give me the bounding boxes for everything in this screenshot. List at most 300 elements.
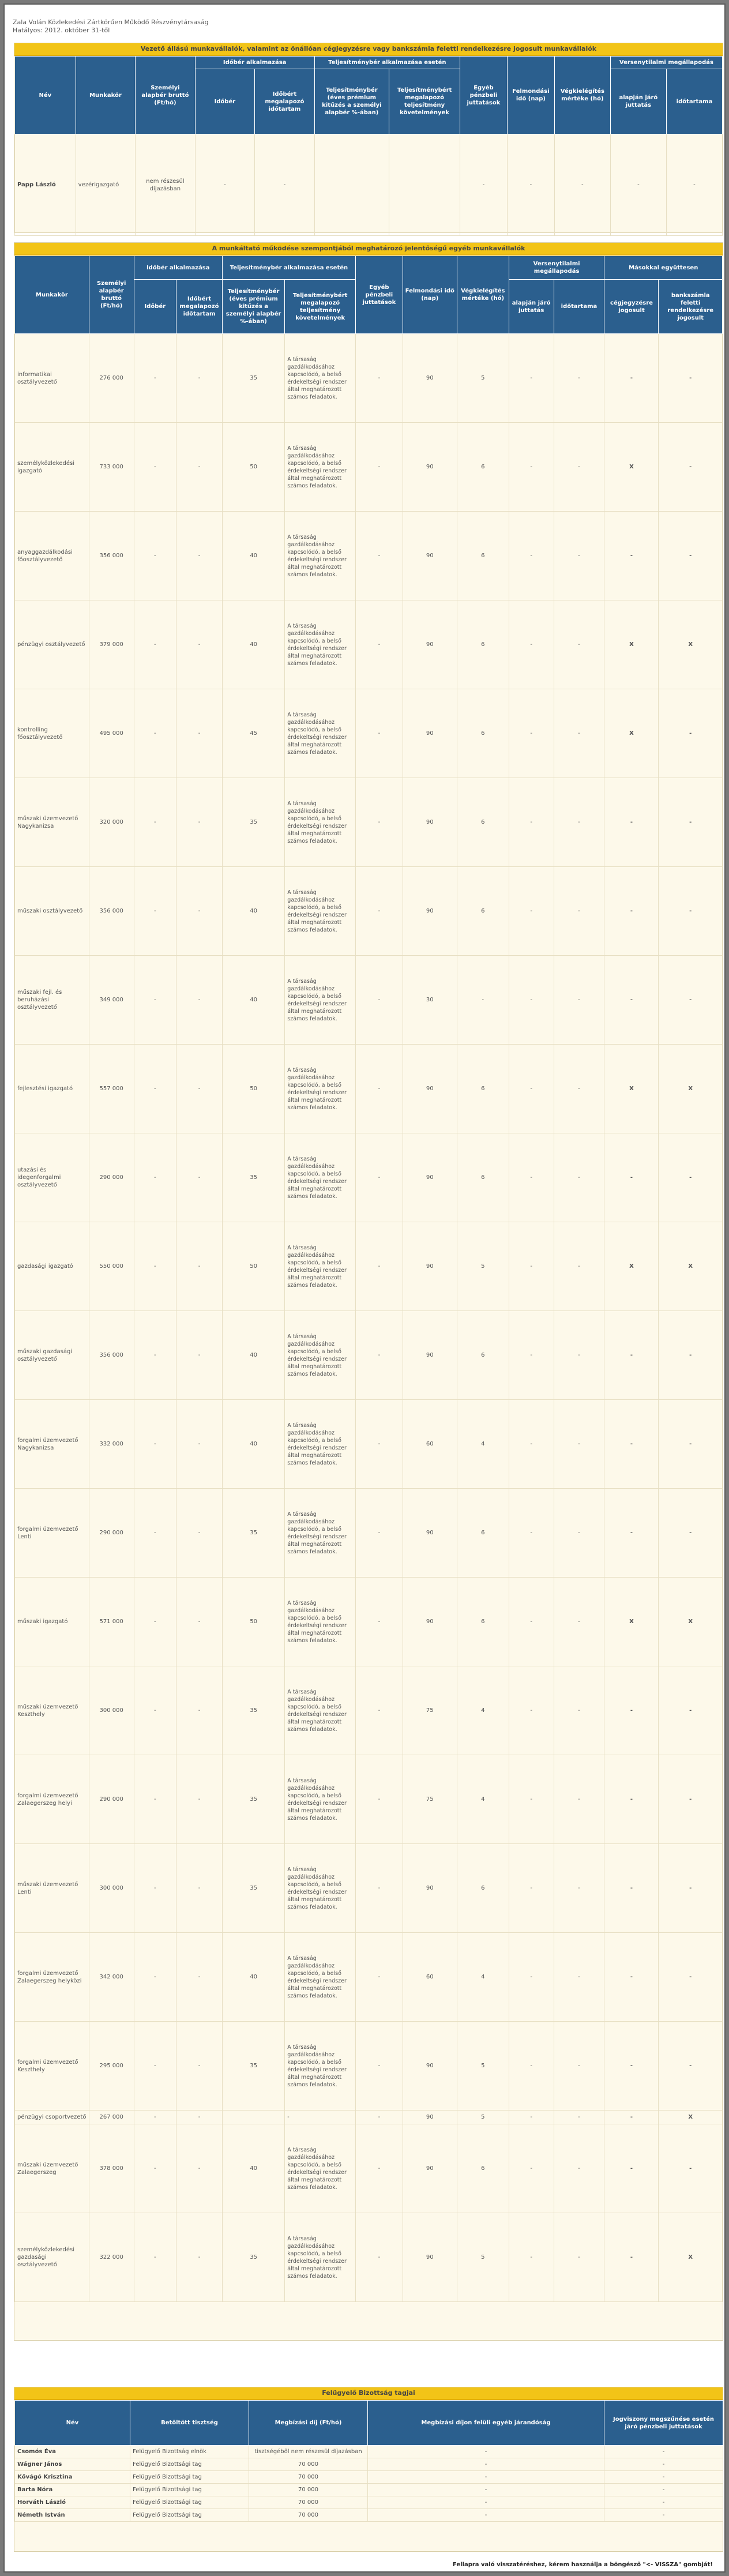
cell-alapber: 356 000 xyxy=(89,867,134,956)
section-executives-title: Vezető állású munkavállalók, valamint az önállóan cégjegyzésre vagy bankszámla feletti rendelkezésre jogosult munkavállalók xyxy=(14,43,723,56)
cell-cegjegyzesre: - xyxy=(604,956,659,1045)
cell-munkakor: informatikai osztályvezető xyxy=(15,334,89,423)
cell-alapber: 356 000 xyxy=(89,1311,134,1400)
cell-alapber: 290 000 xyxy=(89,1489,134,1578)
cell-telj-kov: A társaság gazdálkodásához kapcsolódó, a belső érdekeltségi rendszer által meghatározott számos feladatok. xyxy=(285,1133,356,1222)
cell-munkakor: személyközlekedési gazdasági osztályvezető xyxy=(15,2213,89,2302)
cell-idober-idotartam: - xyxy=(176,2022,223,2111)
cell-telj-kov: A társaság gazdálkodásához kapcsolódó, a belső érdekeltségi rendszer által meghatározott számos feladatok. xyxy=(285,1933,356,2022)
cell-idotartama: - xyxy=(554,2022,604,2111)
cell-megbizasi-dij: 70 000 xyxy=(249,2458,368,2471)
cell-idotartama: - xyxy=(554,956,604,1045)
cell-telj-kov: A társaság gazdálkodásához kapcsolódó, a belső érdekeltségi rendszer által meghatározott számos feladatok. xyxy=(285,2124,356,2213)
cell-felmondasi: 90 xyxy=(403,512,457,600)
cell-telj-pct: 40 xyxy=(222,512,284,600)
cell-bankszamla: - xyxy=(659,1933,723,2022)
footer-text-after: gombját! xyxy=(681,2562,713,2568)
cell-bankszamla: - xyxy=(659,1844,723,1933)
cell-idober-idotartam: - xyxy=(176,1045,223,1133)
col-munkakor: Munkakör xyxy=(15,256,89,334)
table-row xyxy=(15,2213,723,2302)
table-row xyxy=(15,1133,723,1222)
cell-alapjan: - xyxy=(509,2111,554,2124)
cell-egyeb: - xyxy=(368,2446,604,2458)
cell-idober: - xyxy=(134,1133,176,1222)
cell-jogviszony: - xyxy=(604,2458,723,2471)
section-key-employees xyxy=(14,242,723,2341)
cell-idober-idotartam: - xyxy=(176,1222,223,1311)
cell-vegkielegites: 5 xyxy=(457,2111,509,2124)
cell-idober: - xyxy=(134,600,176,689)
cell-telj-kov: A társaság gazdálkodásához kapcsolódó, a belső érdekeltségi rendszer által meghatározott számos feladatok. xyxy=(285,1400,356,1489)
col-idober-idotartam: Időbért megalapozó időtartam xyxy=(255,69,315,134)
cell-felmondasi: 90 xyxy=(403,2111,457,2124)
cell-idotartama: - xyxy=(554,867,604,956)
col-egyeb: Egyéb pénzbeli juttatások xyxy=(355,256,403,334)
cell-munkakor: fejlesztési igazgató xyxy=(15,1045,89,1133)
table-row xyxy=(15,1222,723,1311)
cell-telj-kov: A társaság gazdálkodásához kapcsolódó, a belső érdekeltségi rendszer által meghatározott számos feladatok. xyxy=(285,423,356,512)
cell-idotartama: - xyxy=(554,600,604,689)
cell-munkakor: forgalmi üzemvezető Lenti xyxy=(15,1489,89,1578)
cell-idotartama: - xyxy=(554,423,604,512)
cell-bankszamla: - xyxy=(659,778,723,867)
cell-cegjegyzesre: - xyxy=(604,2022,659,2111)
cell-idotartama: - xyxy=(554,1311,604,1400)
col-group-idober: Időbér alkalmazása xyxy=(195,57,314,69)
cell-egyeb: - xyxy=(355,1489,403,1578)
cell-jogviszony: - xyxy=(604,2446,723,2458)
cell-vegkielegites: 4 xyxy=(457,1933,509,2022)
cell-vegkielegites: 4 xyxy=(457,1666,509,1755)
cell-idotartama: - xyxy=(554,334,604,423)
cell-tisztseg: Felügyelő Bizottsági tag xyxy=(130,2509,249,2522)
cell-alapjan: - xyxy=(509,1045,554,1133)
cell-bankszamla: X xyxy=(659,2111,723,2124)
cell-egyeb: - xyxy=(355,867,403,956)
cell-idober: - xyxy=(134,1400,176,1489)
cell-egyeb: - xyxy=(355,778,403,867)
cell-munkakor: műszaki igazgató xyxy=(15,1578,89,1666)
cell-egyeb: - xyxy=(368,2458,604,2471)
cell-bankszamla: - xyxy=(659,1400,723,1489)
cell-telj-pct: 40 xyxy=(222,1933,284,2022)
cell-vegkielegites: 5 xyxy=(457,334,509,423)
cell-idotartama: - xyxy=(666,134,722,236)
cell-nev: Németh István xyxy=(15,2509,130,2522)
table-row xyxy=(15,334,723,423)
cell-telj-kov: A társaság gazdálkodásához kapcsolódó, a belső érdekeltségi rendszer által meghatározott számos feladatok. xyxy=(285,1578,356,1666)
cell-tisztseg: Felügyelő Bizottsági tag xyxy=(130,2484,249,2496)
col-teljesitmeny-kov: Teljesítménybért megalapozó teljesítmény követelmények xyxy=(389,69,460,134)
cell-megbizasi-dij: 70 000 xyxy=(249,2484,368,2496)
cell-felmondasi: - xyxy=(507,134,554,236)
cell-telj-pct: 50 xyxy=(222,1222,284,1311)
cell-idober-idotartam: - xyxy=(255,134,315,236)
cell-egyeb: - xyxy=(355,2124,403,2213)
cell-felmondasi: 90 xyxy=(403,334,457,423)
cell-felmondasi: 75 xyxy=(403,1755,457,1844)
cell-felmondasi: 60 xyxy=(403,1933,457,2022)
cell-alapber: 295 000 xyxy=(89,2022,134,2111)
col-alapjan: alapján járó juttatás xyxy=(610,69,666,134)
cell-munkakor: műszaki osztályvezető xyxy=(15,867,89,956)
cell-telj-kov: A társaság gazdálkodásához kapcsolódó, a belső érdekeltségi rendszer által meghatározott számos feladatok. xyxy=(285,1045,356,1133)
cell-bankszamla: X xyxy=(659,1222,723,1311)
cell-bankszamla: - xyxy=(659,2124,723,2213)
cell-alapjan: - xyxy=(509,867,554,956)
cell-nev: Horváth László xyxy=(15,2496,130,2509)
cell-cegjegyzesre: - xyxy=(604,778,659,867)
col-megbizasi-dij: Megbízási díj (Ft/hó) xyxy=(249,2401,368,2446)
col-munkakor: Munkakör xyxy=(76,57,136,134)
cell-telj-kov: A társaság gazdálkodásához kapcsolódó, a belső érdekeltségi rendszer által meghatározott számos feladatok. xyxy=(285,778,356,867)
cell-idober-idotartam: - xyxy=(176,2111,223,2124)
cell-alapjan: - xyxy=(509,1578,554,1666)
table-row xyxy=(15,2484,723,2496)
cell-nev: Barta Nóra xyxy=(15,2484,130,2496)
col-vegkielegites: Végkielégítés mértéke (hó) xyxy=(554,57,610,134)
section-key-employees-title: A munkáltató működése szempontjából meghatározó jelentőségű egyéb munkavállalók xyxy=(14,243,723,256)
cell-alapjan: - xyxy=(509,334,554,423)
cell-alapber: 342 000 xyxy=(89,1933,134,2022)
cell-alapber: 349 000 xyxy=(89,956,134,1045)
cell-vegkielegites: - xyxy=(554,134,610,236)
cell-telj-pct: 40 xyxy=(222,956,284,1045)
cell-vegkielegites: 6 xyxy=(457,600,509,689)
cell-felmondasi: 90 xyxy=(403,1489,457,1578)
cell-munkakor: forgalmi üzemvezető Zalaegerszeg helyközi xyxy=(15,1933,89,2022)
cell-idober-idotartam: - xyxy=(176,1666,223,1755)
cell-vegkielegites: 6 xyxy=(457,2124,509,2213)
company-name: Zala Volán Közlekedési Zártkörűen Működő Részvénytársaság xyxy=(13,18,209,26)
cell-telj-pct: 35 xyxy=(222,1133,284,1222)
back-button-reference: "<- VISSZA" xyxy=(642,2562,682,2568)
cell-felmondasi: 90 xyxy=(403,600,457,689)
document-header xyxy=(13,18,209,35)
table-row xyxy=(15,1489,723,1578)
col-tisztseg: Betöltött tisztség xyxy=(130,2401,249,2446)
cell-cegjegyzesre: X xyxy=(604,600,659,689)
cell-felmondasi: 90 xyxy=(403,1222,457,1311)
cell-alapjan: - xyxy=(509,689,554,778)
cell-bankszamla: - xyxy=(659,1133,723,1222)
cell-telj-kov: A társaság gazdálkodásához kapcsolódó, a belső érdekeltségi rendszer által meghatározott számos feladatok. xyxy=(285,1666,356,1755)
cell-jogviszony: - xyxy=(604,2484,723,2496)
cell-felmondasi: 90 xyxy=(403,2022,457,2111)
cell-alapber: nem részesül díjazásban xyxy=(136,134,196,236)
cell-telj-kov: A társaság gazdálkodásához kapcsolódó, a belső érdekeltségi rendszer által meghatározott számos feladatok. xyxy=(285,600,356,689)
cell-alapber: 356 000 xyxy=(89,512,134,600)
cell-alapber: 550 000 xyxy=(89,1222,134,1311)
cell-egyeb: - xyxy=(368,2509,604,2522)
cell-vegkielegites: 5 xyxy=(457,2213,509,2302)
cell-idober: - xyxy=(134,778,176,867)
col-group-teljesitmeny: Teljesítménybér alkalmazása esetén xyxy=(314,57,460,69)
cell-idober-idotartam: - xyxy=(176,2213,223,2302)
effective-date: Hatályos: 2012. október 31-től xyxy=(13,27,110,34)
cell-bankszamla: - xyxy=(659,334,723,423)
cell-egyeb: - xyxy=(355,2213,403,2302)
table-row xyxy=(15,1666,723,1755)
cell-alapjan: - xyxy=(509,512,554,600)
cell-telj-pct: 40 xyxy=(222,600,284,689)
cell-telj-kov: A társaság gazdálkodásához kapcsolódó, a belső érdekeltségi rendszer által meghatározott számos feladatok. xyxy=(285,1755,356,1844)
cell-bankszamla: - xyxy=(659,1666,723,1755)
cell-telj-pct: 35 xyxy=(222,1666,284,1755)
cell-cegjegyzesre: X xyxy=(604,1222,659,1311)
cell-alapjan: - xyxy=(509,2124,554,2213)
cell-egyeb: - xyxy=(355,1666,403,1755)
cell-alapjan: - xyxy=(509,1933,554,2022)
cell-idober-idotartam: - xyxy=(176,1400,223,1489)
cell-alapjan: - xyxy=(509,1311,554,1400)
cell-egyeb: - xyxy=(355,334,403,423)
section-supervisory-board xyxy=(14,2387,723,2552)
cell-egyeb: - xyxy=(355,512,403,600)
table-row xyxy=(15,2458,723,2471)
cell-telj-kov: A társaság gazdálkodásához kapcsolódó, a belső érdekeltségi rendszer által meghatározott számos feladatok. xyxy=(285,1222,356,1311)
cell-jogviszony: - xyxy=(604,2496,723,2509)
cell-felmondasi: 90 xyxy=(403,689,457,778)
table-row xyxy=(15,423,723,512)
cell-telj-pct: 35 xyxy=(222,1489,284,1578)
cell-bankszamla: X xyxy=(659,600,723,689)
footer-note xyxy=(453,2562,713,2568)
cell-idotartama: - xyxy=(554,1578,604,1666)
cell-telj-kov: A társaság gazdálkodásához kapcsolódó, a belső érdekeltségi rendszer által meghatározott számos feladatok. xyxy=(285,1844,356,1933)
col-group-masokkal: Másokkal együttesen xyxy=(604,256,723,280)
table-row xyxy=(15,134,723,236)
cell-egyeb: - xyxy=(355,689,403,778)
cell-felmondasi: 90 xyxy=(403,1311,457,1400)
cell-bankszamla: - xyxy=(659,1489,723,1578)
cell-bankszamla: - xyxy=(659,956,723,1045)
cell-alapber: 322 000 xyxy=(89,2213,134,2302)
cell-egyeb: - xyxy=(368,2496,604,2509)
cell-felmondasi: 30 xyxy=(403,956,457,1045)
cell-tisztseg: Felügyelő Bizottsági tag xyxy=(130,2471,249,2484)
cell-idober-idotartam: - xyxy=(176,1578,223,1666)
table-row xyxy=(15,1844,723,1933)
cell-munkakor: pénzügyi osztályvezető xyxy=(15,600,89,689)
cell-idotartama: - xyxy=(554,1755,604,1844)
cell-cegjegyzesre: - xyxy=(604,2111,659,2124)
cell-vegkielegites: 6 xyxy=(457,1489,509,1578)
cell-vegkielegites: 4 xyxy=(457,1755,509,1844)
cell-idober: - xyxy=(134,1844,176,1933)
cell-idotartama: - xyxy=(554,2213,604,2302)
cell-vegkielegites: 6 xyxy=(457,1045,509,1133)
col-group-versenytilalmi: Versenytilalmi megállapodás xyxy=(610,57,722,69)
cell-alapjan: - xyxy=(509,1133,554,1222)
table-row xyxy=(15,2111,723,2124)
cell-egyeb: - xyxy=(355,1578,403,1666)
col-jogviszony: Jogviszony megszűnése esetén járó pénzbeli juttatások xyxy=(604,2401,723,2446)
cell-felmondasi: 90 xyxy=(403,778,457,867)
cell-telj-pct: 40 xyxy=(222,1400,284,1489)
cell-alapjan: - xyxy=(509,1400,554,1489)
cell-tisztseg: Felügyelő Bizottság elnök xyxy=(130,2446,249,2458)
cell-egyeb: - xyxy=(460,134,507,236)
cell-munkakor: műszaki fejl. és beruházási osztályvezető xyxy=(15,956,89,1045)
cell-alapjan: - xyxy=(610,134,666,236)
table-row xyxy=(15,1933,723,2022)
cell-nev: Wágner János xyxy=(15,2458,130,2471)
cell-jogviszony: - xyxy=(604,2509,723,2522)
cell-telj-pct: 40 xyxy=(222,2124,284,2213)
cell-felmondasi: 90 xyxy=(403,1844,457,1933)
cell-telj-pct xyxy=(222,2111,284,2124)
cell-nev: Csomós Éva xyxy=(15,2446,130,2458)
cell-telj-pct: 40 xyxy=(222,867,284,956)
cell-felmondasi: 90 xyxy=(403,2213,457,2302)
cell-vegkielegites: - xyxy=(457,956,509,1045)
executives-table xyxy=(14,56,723,236)
cell-cegjegyzesre: - xyxy=(604,512,659,600)
cell-cegjegyzesre: - xyxy=(604,1400,659,1489)
cell-egyeb: - xyxy=(355,2111,403,2124)
cell-alapber: 332 000 xyxy=(89,1400,134,1489)
cell-idober-idotartam: - xyxy=(176,689,223,778)
cell-felmondasi: 75 xyxy=(403,1666,457,1755)
cell-bankszamla: - xyxy=(659,1755,723,1844)
cell-idober-idotartam: - xyxy=(176,512,223,600)
cell-telj-pct: 35 xyxy=(222,2213,284,2302)
cell-cegjegyzesre: - xyxy=(604,1489,659,1578)
cell-alapber: 267 000 xyxy=(89,2111,134,2124)
cell-cegjegyzesre: - xyxy=(604,2213,659,2302)
cell-munkakor: pénzügyi csoportvezető xyxy=(15,2111,89,2124)
cell-telj-pct: 50 xyxy=(222,1045,284,1133)
cell-alapber: 495 000 xyxy=(89,689,134,778)
cell-idober-idotartam: - xyxy=(176,867,223,956)
cell-bankszamla: X xyxy=(659,1045,723,1133)
key-employees-table xyxy=(14,256,723,2302)
cell-idober: - xyxy=(134,1311,176,1400)
cell-munkakor: műszaki üzemvezető Zalaegerszeg xyxy=(15,2124,89,2213)
cell-egyeb: - xyxy=(368,2484,604,2496)
cell-vegkielegites: 6 xyxy=(457,867,509,956)
cell-telj-kov: A társaság gazdálkodásához kapcsolódó, a belső érdekeltségi rendszer által meghatározott számos feladatok. xyxy=(285,956,356,1045)
cell-idober-idotartam: - xyxy=(176,1933,223,2022)
cell-telj-pct: 45 xyxy=(222,689,284,778)
cell-idober: - xyxy=(134,2124,176,2213)
cell-cegjegyzesre: - xyxy=(604,1933,659,2022)
cell-alapjan: - xyxy=(509,2022,554,2111)
section-supervisory-board-title: Felügyelő Bizottság tagjai xyxy=(14,2387,723,2400)
cell-idober-idotartam: - xyxy=(176,334,223,423)
table-row xyxy=(15,778,723,867)
cell-idober: - xyxy=(134,867,176,956)
cell-alapber: 320 000 xyxy=(89,778,134,867)
cell-vegkielegites: 4 xyxy=(457,1400,509,1489)
col-alapber: Személyi alapbér bruttó (Ft/hó) xyxy=(136,57,196,134)
cell-bankszamla: - xyxy=(659,1311,723,1400)
cell-egyeb: - xyxy=(355,600,403,689)
table-row xyxy=(15,1578,723,1666)
cell-idotartama: - xyxy=(554,1400,604,1489)
supervisory-board-body xyxy=(15,2446,723,2522)
cell-felmondasi: 90 xyxy=(403,1045,457,1133)
cell-jogviszony: - xyxy=(604,2471,723,2484)
cell-idober-idotartam: - xyxy=(176,1311,223,1400)
cell-vegkielegites: 6 xyxy=(457,512,509,600)
cell-munkakor: forgalmi üzemvezető Nagykanizsa xyxy=(15,1400,89,1489)
cell-telj-kov: A társaság gazdálkodásához kapcsolódó, a belső érdekeltségi rendszer által meghatározott számos feladatok. xyxy=(285,512,356,600)
cell-idotartama: - xyxy=(554,1045,604,1133)
cell-egyeb: - xyxy=(355,2022,403,2111)
cell-munkakor: anyaggazdálkodási főosztályvezető xyxy=(15,512,89,600)
table-row xyxy=(15,2022,723,2111)
cell-vegkielegites: 6 xyxy=(457,1133,509,1222)
col-bankszamla: bankszámla feletti rendelkezésre jogosult xyxy=(659,280,723,334)
cell-alapber: 290 000 xyxy=(89,1755,134,1844)
cell-egyeb: - xyxy=(355,1755,403,1844)
col-nev: Név xyxy=(15,57,76,134)
cell-idober: - xyxy=(134,1755,176,1844)
cell-alapjan: - xyxy=(509,1844,554,1933)
cell-megbizasi-dij: 70 000 xyxy=(249,2471,368,2484)
col-group-versenytilalmi: Versenytilalmi megállapodás xyxy=(509,256,604,280)
cell-telj-pct: 35 xyxy=(222,1755,284,1844)
cell-vegkielegites: 6 xyxy=(457,1311,509,1400)
col-felmondasi: Felmondási idő (nap) xyxy=(403,256,457,334)
cell-telj-pct: 40 xyxy=(222,1311,284,1400)
col-nev: Név xyxy=(15,2401,130,2446)
table-row xyxy=(15,867,723,956)
cell-alapber: 290 000 xyxy=(89,1133,134,1222)
cell-cegjegyzesre: - xyxy=(604,1311,659,1400)
cell-bankszamla: X xyxy=(659,1578,723,1666)
cell-munkakor: műszaki üzemvezető Nagykanizsa xyxy=(15,778,89,867)
cell-telj-kov: A társaság gazdálkodásához kapcsolódó, a belső érdekeltségi rendszer által meghatározott számos feladatok. xyxy=(285,2213,356,2302)
col-egyeb: Egyéb pénzbeli juttatások xyxy=(460,57,507,134)
cell-idotartama: - xyxy=(554,778,604,867)
cell-vegkielegites: 6 xyxy=(457,689,509,778)
col-teljesitmeny-pct: Teljesítménybér (éves prémium kitűzés a személyi alapbér %-ában) xyxy=(222,280,284,334)
col-idober-idotartam: Időbért megalapozó időtartam xyxy=(176,280,223,334)
table-row xyxy=(15,2496,723,2509)
cell-telj-pct: 50 xyxy=(222,1578,284,1666)
col-group-idober: Időbér alkalmazása xyxy=(134,256,222,280)
cell-alapber: 300 000 xyxy=(89,1666,134,1755)
cell-idober: - xyxy=(134,1489,176,1578)
cell-nev: Kővágó Krisztina xyxy=(15,2471,130,2484)
cell-felmondasi: 60 xyxy=(403,1400,457,1489)
table-row xyxy=(15,2471,723,2484)
cell-alapjan: - xyxy=(509,956,554,1045)
cell-munkakor: gazdasági igazgató xyxy=(15,1222,89,1311)
cell-idober-idotartam: - xyxy=(176,1755,223,1844)
cell-idober-idotartam: - xyxy=(176,778,223,867)
cell-bankszamla: - xyxy=(659,423,723,512)
key-employees-body xyxy=(15,334,723,2302)
cell-egyeb: - xyxy=(368,2471,604,2484)
cell-telj-kov: A társaság gazdálkodásához kapcsolódó, a belső érdekeltségi rendszer által meghatározott számos feladatok. xyxy=(285,1489,356,1578)
cell-telj-pct xyxy=(314,134,389,236)
col-idotartama: időtartama xyxy=(554,280,604,334)
cell-munkakor: kontrolling főosztályvezető xyxy=(15,689,89,778)
cell-idober: - xyxy=(134,2022,176,2111)
cell-vegkielegites: 6 xyxy=(457,1844,509,1933)
col-egyeb: Megbízási díjon felüli egyéb járandóság xyxy=(368,2401,604,2446)
cell-felmondasi: 90 xyxy=(403,1578,457,1666)
cell-telj-pct: 50 xyxy=(222,423,284,512)
cell-idober: - xyxy=(134,1666,176,1755)
cell-alapjan: - xyxy=(509,2213,554,2302)
cell-idober: - xyxy=(134,689,176,778)
